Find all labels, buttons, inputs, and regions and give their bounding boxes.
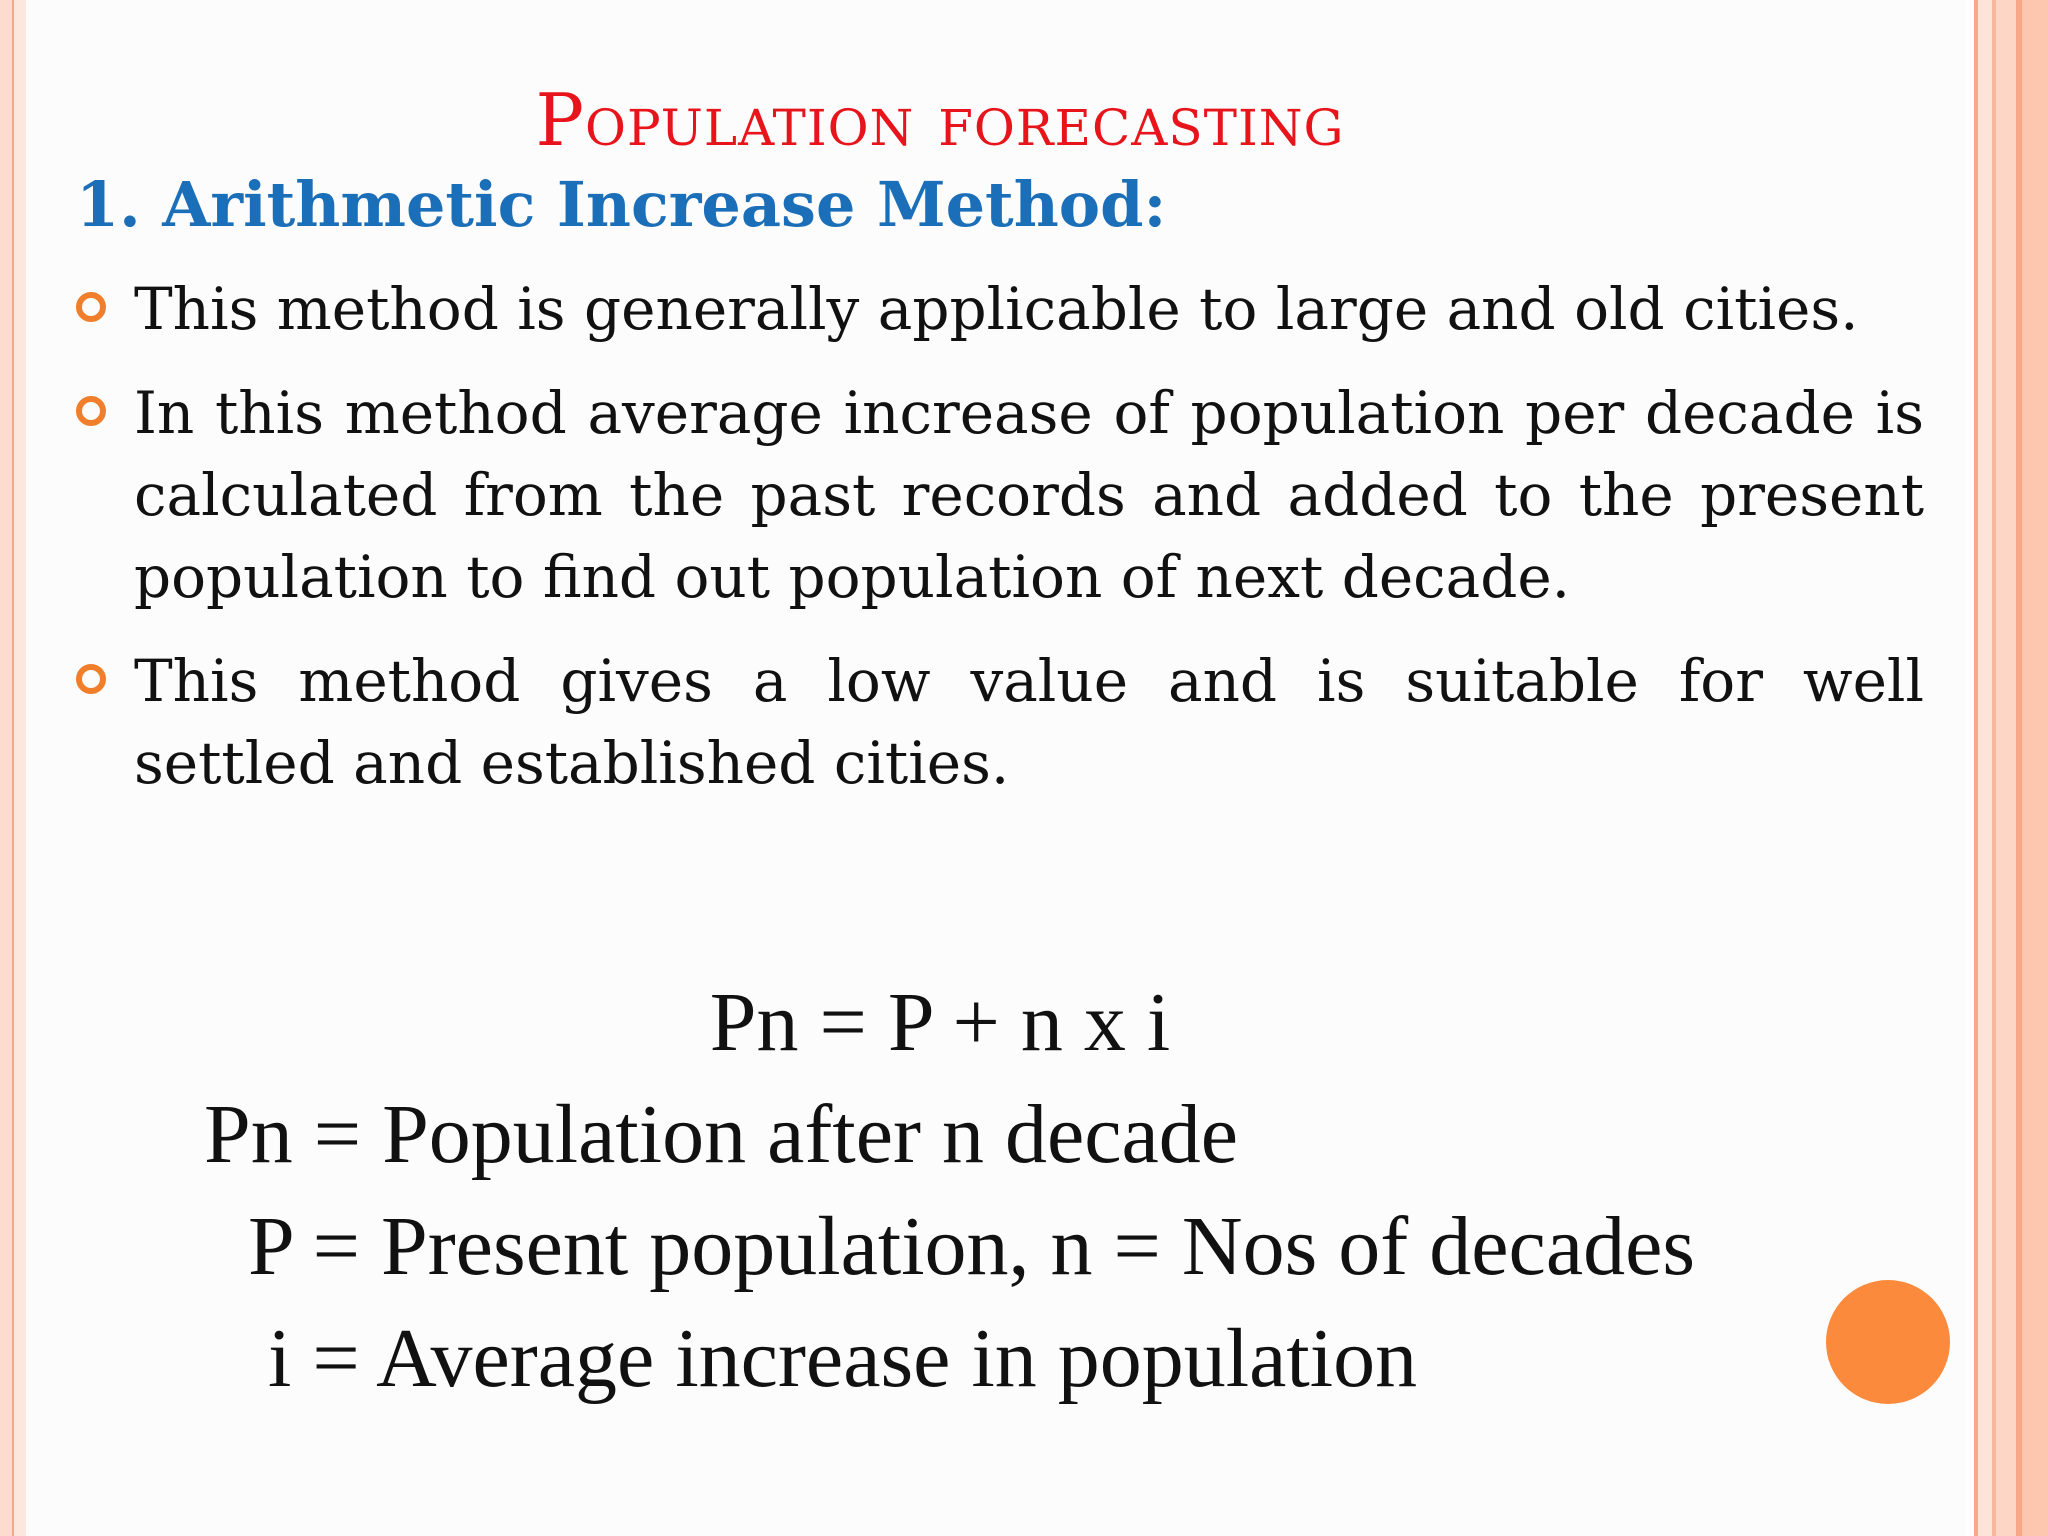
bullet-item — [76, 640, 1924, 804]
formula-definition-pn: Pn = Population after n decade — [204, 1088, 1239, 1181]
ring-bullet-icon — [76, 292, 106, 322]
bullet-item — [76, 372, 1924, 618]
bullet-text: This method gives a low value and is suitable for well settled and established cities. — [134, 647, 1924, 797]
section-heading: 1. Arithmetic Increase Method: — [76, 168, 1167, 241]
bullet-text: This method is generally applicable to large and old cities. — [134, 275, 1859, 343]
decorative-orange-circle — [1826, 1280, 1950, 1404]
main-formula: Pn = P + n x i — [709, 976, 1171, 1069]
formula-definition-p-n: P = Present population, n = Nos of decades — [248, 1200, 1696, 1293]
slide-title: Population forecasting — [535, 78, 1345, 162]
ring-bullet-icon — [76, 664, 106, 694]
bullet-text: In this method average increase of population per decade is calculated from the past records and added to the present population to find out population of next decade. — [134, 379, 1924, 611]
formula-definition-i: i = Average increase in population — [268, 1312, 1418, 1405]
ring-bullet-icon — [76, 396, 106, 426]
left-decorative-border — [0, 0, 26, 1536]
bullet-list — [76, 268, 1924, 826]
right-decorative-border — [1966, 0, 2048, 1536]
bullet-item — [76, 268, 1924, 350]
